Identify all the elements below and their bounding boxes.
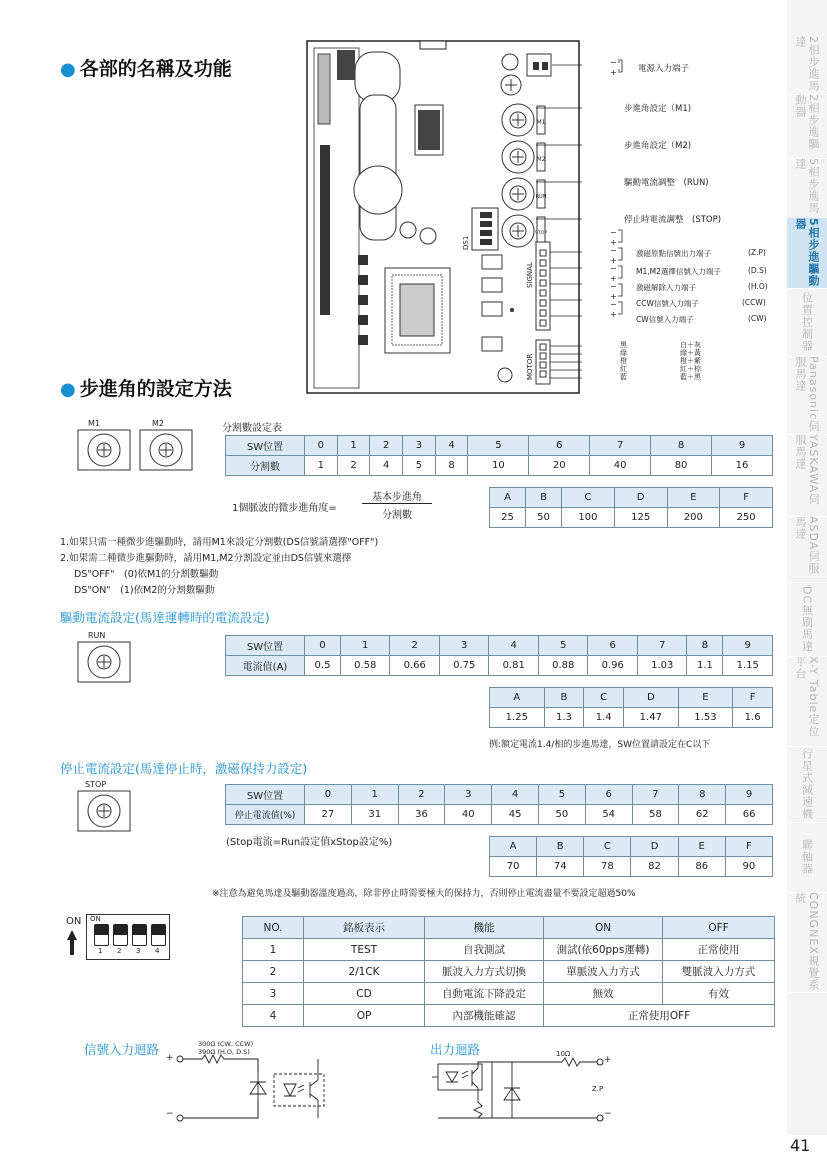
table-cell: 74: [537, 857, 584, 877]
table-cell: 90: [725, 857, 772, 877]
dip-switch-2: [113, 924, 128, 946]
table-cell: A: [490, 688, 545, 708]
table-cell: 2: [337, 456, 370, 476]
table-cell: 62: [679, 805, 726, 825]
dip-switch-3: [132, 924, 147, 946]
table-cell: 27: [305, 805, 352, 825]
dip-number-2: 2: [117, 947, 122, 955]
table-cell: C: [584, 837, 631, 857]
signal-cw-label: CW信號入力端子: [636, 315, 694, 324]
table-cell: OP: [304, 1005, 425, 1027]
m1-m2-rotary-switch-icons: [76, 428, 196, 472]
signal-zp-code: (Z.P): [748, 248, 766, 257]
dip-number-3: 3: [136, 947, 141, 955]
run-current-label: 驅動電流調整 (RUN): [624, 178, 709, 188]
table-cell: 4: [243, 1005, 304, 1027]
output-circuit-diagram: [432, 1052, 604, 1124]
motor-wire-colors: 黑 綠 橙 紅 藍: [620, 341, 627, 381]
table-cell: 1.4: [584, 708, 624, 728]
table-row: [490, 688, 773, 708]
stop-current-table-extended: [489, 836, 773, 877]
table-cell: 0.96: [588, 656, 638, 676]
input-circuit-diagram: [174, 1052, 354, 1124]
table-cell: F: [733, 688, 773, 708]
arrow-up-icon: [66, 928, 78, 956]
table-cell: 5: [403, 456, 436, 476]
table-cell: 1.3: [544, 708, 584, 728]
sidebar-item-position-controller[interactable]: 位置控制器: [787, 288, 827, 357]
signal-cw-code: (CW): [748, 314, 767, 323]
stop-current-formula: (Stop電流=Run設定值xStop設定%): [226, 837, 393, 848]
svg-text:+: +: [610, 274, 617, 283]
sidebar-item-dc-brushless[interactable]: DC無刷馬達: [787, 582, 827, 657]
motor-wire-pairs: 白＋灰 綠＋黃 橙＋紫 紅＋棕 藍＋黑: [680, 341, 701, 381]
table-cell: 1: [340, 636, 390, 656]
sidebar-item-coupling[interactable]: 聯軸器: [787, 822, 827, 893]
table-cell: A: [490, 837, 537, 857]
run-switch-label: RUN: [88, 631, 106, 640]
table-cell: E: [678, 688, 733, 708]
table-cell: 0: [305, 436, 338, 456]
table-cell: B: [526, 488, 562, 508]
stop-switch-label: STOP: [85, 780, 107, 789]
table-cell: 9: [712, 436, 773, 456]
run-current-title: 驅動電流設定(馬達運轉時的電流設定): [60, 610, 270, 625]
table-cell: 1.47: [624, 708, 679, 728]
svg-text:+: +: [610, 256, 617, 265]
switch-label-m1: M1: [536, 119, 546, 126]
table-cell: 9: [726, 785, 773, 805]
sidebar-item-yaskawa[interactable]: YASKAWA伺服馬達: [787, 434, 827, 517]
table-cell: 0.5: [305, 656, 341, 676]
table-cell: 80: [651, 456, 712, 476]
m1-setting-label: 步進角設定（M1): [624, 104, 692, 114]
signal-zp-label: 激磁原點信號出力端子: [636, 249, 711, 258]
table-cell: 4: [492, 785, 539, 805]
table-header: 機能: [425, 917, 544, 939]
table-cell: 6: [529, 436, 590, 456]
sidebar-item-xy-table[interactable]: X-Y Table定位平台: [787, 656, 827, 747]
table-cell: 有效: [663, 983, 775, 1005]
table-row: [490, 708, 773, 728]
table-cell: 1.25: [490, 708, 545, 728]
page-number: 41: [790, 1136, 811, 1155]
switch-label-stop: STOP: [535, 231, 547, 236]
table-cell: TEST: [304, 939, 425, 961]
table-cell: 250: [720, 508, 773, 528]
table-cell: CD: [304, 983, 425, 1005]
table-header: 電流值(A): [226, 656, 305, 676]
stop-current-table: [225, 784, 773, 825]
formula-fraction-line: [362, 503, 432, 504]
run-current-example: 例:額定電流1.4/相的步進馬達，SW位置請設定在C以下: [489, 740, 711, 750]
output-circuit-title: 出力迴路: [430, 1042, 481, 1057]
table-cell: 正常使用: [663, 939, 775, 961]
table-cell: D: [631, 837, 678, 857]
sidebar-item-5phase-motor[interactable]: 5相步進馬達: [787, 158, 827, 219]
table-cell: 7: [632, 785, 679, 805]
table-cell: 78: [584, 857, 631, 877]
section-title-names: ● 各部的名稱及功能: [60, 58, 232, 80]
table-cell: 8: [651, 436, 712, 456]
table-cell: 2: [370, 436, 403, 456]
table-cell: 自動電流下降設定: [425, 983, 544, 1005]
table-cell: 200: [667, 508, 720, 528]
svg-text:−: −: [610, 228, 617, 237]
table-cell: F: [725, 837, 772, 857]
dip-number-4: 4: [155, 947, 160, 955]
table-cell: 1.15: [723, 656, 773, 676]
output-minus: −: [604, 1109, 612, 1119]
table-cell: 4: [435, 436, 468, 456]
table-cell: 100: [562, 508, 615, 528]
division-table-title: 分割數設定表: [222, 423, 282, 434]
table-cell: 自我測試: [425, 939, 544, 961]
table-cell: 1: [351, 785, 398, 805]
m1-label: M1: [88, 419, 100, 428]
table-cell: 7: [590, 436, 651, 456]
svg-text:−: −: [610, 58, 617, 67]
input-circuit-title: 信號入力迴路: [84, 1042, 160, 1057]
table-cell: 66: [726, 805, 773, 825]
output-plus: +: [604, 1055, 612, 1065]
division-note-2: 2.如果需二種微步進驅動時，請用M1,M2分割設定並由DS信號來選擇: [60, 553, 352, 564]
table-cell: B: [537, 837, 584, 857]
sidebar-item-asda[interactable]: ASDA伺服馬達: [787, 516, 827, 583]
table-cell: 58: [632, 805, 679, 825]
run-current-table: [225, 635, 773, 676]
table-cell: 70: [490, 857, 537, 877]
table-row: [226, 636, 773, 656]
run-current-table-extended: [489, 687, 773, 728]
m2-label: M2: [152, 419, 164, 428]
table-row: [243, 917, 775, 939]
division-note-4: DS"ON" (1)依M2的分割數驅動: [74, 585, 215, 596]
table-cell: 6: [585, 785, 632, 805]
stop-current-title: 停止電流設定(馬達停止時，激磁保持力設定): [60, 761, 308, 776]
table-cell: 1: [305, 456, 338, 476]
table-cell: 1.1: [687, 656, 723, 676]
division-table: [225, 435, 773, 476]
input-minus: −: [166, 1109, 174, 1119]
table-cell: 50: [538, 805, 585, 825]
dip-number-1: 1: [98, 947, 103, 955]
table-cell: B: [544, 688, 584, 708]
table-cell: 2: [243, 961, 304, 983]
table-cell: E: [667, 488, 720, 508]
signal-ds-label: M1,M2選擇信號入力端子: [636, 267, 721, 276]
table-cell: 0.81: [489, 656, 539, 676]
svg-text:−: −: [610, 246, 617, 255]
table-cell: 0.58: [340, 656, 390, 676]
table-cell: 無效: [544, 983, 663, 1005]
table-cell: 2: [398, 785, 445, 805]
table-cell: 1.6: [733, 708, 773, 728]
table-cell: 25: [490, 508, 526, 528]
sidebar-item-congnex[interactable]: CONGNEX視覺系統: [787, 892, 827, 993]
table-row: [226, 785, 773, 805]
svg-text:−: −: [610, 300, 617, 309]
table-cell: 45: [492, 805, 539, 825]
dip-switch-4: [151, 924, 166, 946]
table-cell: 0: [305, 785, 352, 805]
table-header: SW位置: [226, 636, 305, 656]
table-cell: 7: [637, 636, 687, 656]
sidebar-item-planetary-gearbox[interactable]: 行星式減速機: [787, 746, 827, 823]
table-cell: 0.75: [439, 656, 489, 676]
stop-rotary-switch-icon: [76, 789, 134, 833]
table-cell: 3: [243, 983, 304, 1005]
table-row: [226, 436, 773, 456]
table-cell: 脈波入力方式切換: [425, 961, 544, 983]
power-terminal-label: 電源入力端子: [638, 64, 690, 74]
table-row: [226, 656, 773, 676]
input-plus: +: [166, 1053, 174, 1063]
svg-text:−: −: [610, 282, 617, 291]
output-resistor-label: 10Ω: [556, 1050, 571, 1058]
table-cell: 內部機能確認: [425, 1005, 544, 1027]
m2-setting-label: 步進角設定（M2): [624, 141, 692, 151]
table-row: [243, 961, 775, 983]
stop-current-label: 停止時電流調整 (STOP): [624, 215, 722, 225]
table-cell: D: [614, 488, 667, 508]
table-cell: 1: [337, 436, 370, 456]
table-cell: 0: [305, 636, 341, 656]
table-cell: 正常使用OFF: [544, 1005, 775, 1027]
table-cell: 40: [590, 456, 651, 476]
table-cell: 82: [631, 857, 678, 877]
switch-label-m2: M2: [536, 156, 546, 163]
output-zp-label: Z.P: [592, 1085, 604, 1093]
table-header: NO.: [243, 917, 304, 939]
svg-text:−: −: [610, 264, 617, 273]
division-note-3: DS"OFF" (0)依M1的分割數驅動: [74, 569, 219, 580]
svg-text:+: +: [610, 292, 617, 301]
table-header: SW位置: [226, 436, 305, 456]
table-cell: 1.03: [637, 656, 687, 676]
division-table-extended: [489, 487, 773, 528]
table-cell: D: [624, 688, 679, 708]
table-header: 分割數: [226, 456, 305, 476]
table-cell: 3: [403, 436, 436, 456]
svg-text:+: +: [610, 238, 617, 247]
svg-text:+: +: [610, 310, 617, 319]
table-cell: 8: [687, 636, 723, 656]
table-cell: 4: [489, 636, 539, 656]
signal-label: SIGNAL: [526, 262, 534, 288]
table-row: [490, 508, 773, 528]
table-header: ON: [544, 917, 663, 939]
table-cell: 3: [439, 636, 489, 656]
sidebar-item-panasonic[interactable]: Panasonic伺服馬達: [787, 356, 827, 435]
table-cell: C: [584, 688, 624, 708]
table-row: [243, 939, 775, 961]
table-cell: E: [678, 837, 725, 857]
table-cell: 測試(依60pps運轉): [544, 939, 663, 961]
svg-text:+: +: [610, 68, 617, 77]
table-row: [490, 837, 773, 857]
switch-label-run: RUN: [535, 194, 547, 200]
table-cell: 0.88: [538, 656, 588, 676]
table-cell: 單脈波入力方式: [544, 961, 663, 983]
table-row: [243, 1005, 775, 1027]
table-cell: C: [562, 488, 615, 508]
sidebar-item-5phase-driver[interactable]: 5相步進驅動器: [787, 218, 827, 289]
signal-ho-code: (H.O): [748, 282, 768, 291]
table-row: [243, 983, 775, 1005]
table-cell: 36: [398, 805, 445, 825]
table-cell: 1.53: [678, 708, 733, 728]
table-cell: 9: [723, 636, 773, 656]
signal-ccw-code: (CCW): [742, 298, 766, 307]
table-row: [226, 805, 773, 825]
table-cell: 50: [526, 508, 562, 528]
dip-on-label: ON: [66, 916, 82, 927]
table-cell: F: [720, 488, 773, 508]
signal-ho-label: 激磁解除入力端子: [636, 283, 696, 292]
table-row: [490, 857, 773, 877]
motor-label: MOTOR: [526, 353, 534, 380]
dip-on-small-label: ON: [90, 915, 101, 923]
table-cell: 雙脈波入力方式: [663, 961, 775, 983]
table-cell: 16: [712, 456, 773, 476]
dip-switch-1: [94, 924, 109, 946]
table-header: 銘板表示: [304, 917, 425, 939]
table-cell: 31: [351, 805, 398, 825]
table-cell: 2: [390, 636, 440, 656]
formula-denominator: 分割數: [382, 510, 412, 521]
formula-left: 1個脈波的微步進角度=: [232, 503, 337, 514]
table-cell: 2/1CK: [304, 961, 425, 983]
driver-board-diagram: [300, 40, 582, 396]
table-cell: A: [490, 488, 526, 508]
table-cell: 54: [585, 805, 632, 825]
formula-numerator: 基本步進角: [372, 492, 422, 503]
table-cell: 125: [614, 508, 667, 528]
table-cell: 0.66: [390, 656, 440, 676]
run-rotary-switch-icon: [76, 640, 134, 684]
table-cell: 1: [243, 939, 304, 961]
table-row: [490, 488, 773, 508]
table-cell: 5: [468, 436, 529, 456]
table-cell: 10: [468, 456, 529, 476]
sidebar-item-2phase-driver[interactable]: 2相步進驅動器: [787, 94, 827, 159]
sidebar-item-2phase-motor[interactable]: 2相步進馬達: [787, 36, 827, 95]
table-cell: 20: [529, 456, 590, 476]
table-cell: 6: [588, 636, 638, 656]
table-cell: 5: [538, 785, 585, 805]
table-header: 停止電流值(%): [226, 805, 305, 825]
section-title-step: ● 步進角的設定方法: [60, 378, 232, 400]
input-resistor-label-2: 390Ω (H.O, D.S): [198, 1048, 250, 1056]
division-note-1: 1.如果只需一種微步進驅動時，請用M1來設定分割數(DS信號請選擇"OFF"): [60, 537, 379, 548]
table-cell: 5: [538, 636, 588, 656]
table-cell: 8: [679, 785, 726, 805]
table-cell: 3: [445, 785, 492, 805]
signal-ccw-label: CCW信號入力端子: [636, 299, 699, 308]
table-cell: 86: [678, 857, 725, 877]
terminal-brackets: [608, 56, 628, 346]
stop-current-warning: ※注意為避免馬達及驅動器溫度過高，除非停止時需要極大的保持力，否則停止電流盡量不要設定超過50%: [212, 889, 636, 899]
signal-ds-code: (D.S): [748, 266, 767, 275]
table-row: [226, 456, 773, 476]
table-header: SW位置: [226, 785, 305, 805]
table-cell: 8: [435, 456, 468, 476]
table-cell: 4: [370, 456, 403, 476]
table-cell: 40: [445, 805, 492, 825]
input-resistor-label-1: 300Ω (CW, CCW): [198, 1040, 254, 1048]
table-header: OFF: [663, 917, 775, 939]
dip-function-table: [242, 916, 775, 1027]
ds1-label: DS1: [462, 235, 470, 250]
